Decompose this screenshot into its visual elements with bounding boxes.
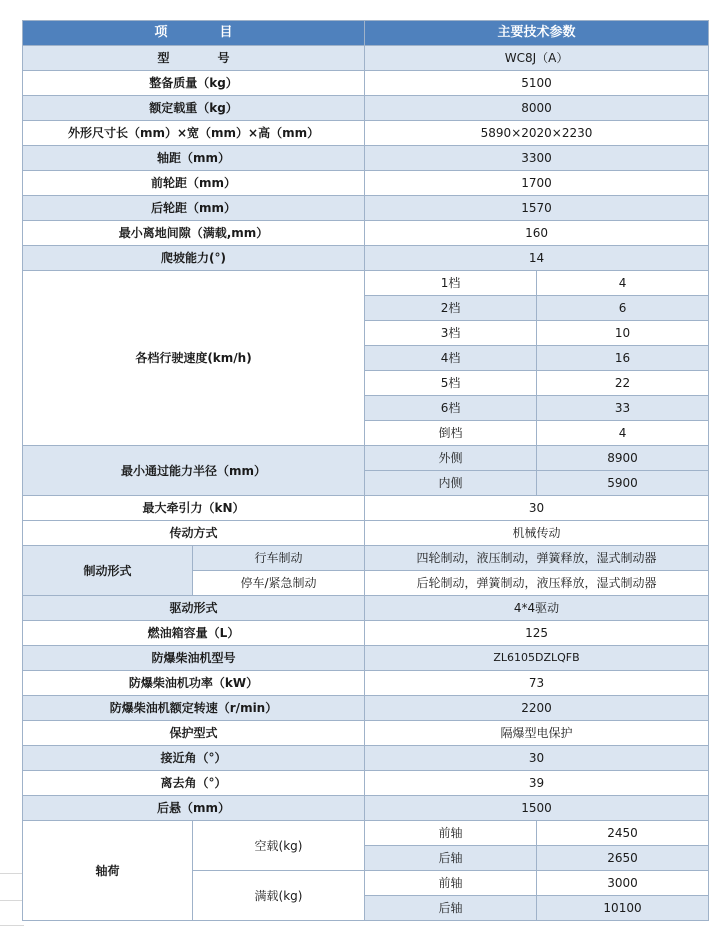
- gear-value: 33: [537, 396, 709, 421]
- table-row: [23, 621, 709, 646]
- table-row: [23, 221, 709, 246]
- row-label: 防爆柴油机功率（kW）: [23, 671, 365, 696]
- row-value: 1700: [365, 171, 709, 196]
- axle-rear-label: 后轴: [365, 896, 537, 921]
- row-value: 39: [365, 771, 709, 796]
- axle-rear-label: 后轴: [365, 846, 537, 871]
- axle-empty-label: 空载(kg): [193, 821, 365, 871]
- axle-full-front: 3000: [537, 871, 709, 896]
- brake-label: 制动形式: [23, 546, 193, 596]
- axle-full-rear: 10100: [537, 896, 709, 921]
- table-row: [23, 271, 709, 296]
- row-value: 30: [365, 496, 709, 521]
- row-label: 后轮距（mm）: [23, 196, 365, 221]
- table-row: [23, 246, 709, 271]
- table-row: [23, 196, 709, 221]
- table-row: [23, 821, 709, 846]
- gear-label: 6档: [365, 396, 537, 421]
- row-value: 2200: [365, 696, 709, 721]
- gear-value: 16: [537, 346, 709, 371]
- table-row: [23, 596, 709, 621]
- table-row: [23, 96, 709, 121]
- table-row: [23, 521, 709, 546]
- row-label: 防爆柴油机额定转速（r/min）: [23, 696, 365, 721]
- table-row: [23, 721, 709, 746]
- gear-value: 22: [537, 371, 709, 396]
- row-value: WC8J（A）: [365, 46, 709, 71]
- table-row: [23, 696, 709, 721]
- row-value: 1500: [365, 796, 709, 821]
- table-row: [23, 146, 709, 171]
- gear-label: 4档: [365, 346, 537, 371]
- turning-label: 最小通过能力半径（mm）: [23, 446, 365, 496]
- table-row: [23, 746, 709, 771]
- gear-value: 4: [537, 421, 709, 446]
- brake-parking-value: 后轮制动，弹簧制动，液压释放，湿式制动器: [365, 571, 709, 596]
- page-edge-lines: [0, 873, 24, 933]
- brake-service-value: 四轮制动，液压制动，弹簧释放，湿式制动器: [365, 546, 709, 571]
- spec-table: [22, 20, 709, 921]
- row-label: 传动方式: [23, 521, 365, 546]
- axle-front-label: 前轴: [365, 821, 537, 846]
- gear-value: 4: [537, 271, 709, 296]
- header-row: [23, 21, 709, 46]
- table-row: [23, 46, 709, 71]
- row-value: 1570: [365, 196, 709, 221]
- gear-label: 2档: [365, 296, 537, 321]
- row-label: 轴距（mm）: [23, 146, 365, 171]
- row-value: 8000: [365, 96, 709, 121]
- row-label: 爬坡能力(°): [23, 246, 365, 271]
- brake-parking-label: 停车/紧急制动: [193, 571, 365, 596]
- turning-inner-label: 内侧: [365, 471, 537, 496]
- axle-front-label: 前轴: [365, 871, 537, 896]
- table-row: [23, 646, 709, 671]
- row-label: 驱动形式: [23, 596, 365, 621]
- row-label: 型 号: [23, 46, 365, 71]
- axle-full-label: 满载(kg): [193, 871, 365, 921]
- row-value: 4*4驱动: [365, 596, 709, 621]
- row-value: 160: [365, 221, 709, 246]
- row-label: 外形尺寸长（mm）×宽（mm）×高（mm）: [23, 121, 365, 146]
- row-label: 燃油箱容量（L）: [23, 621, 365, 646]
- table-row: [23, 671, 709, 696]
- table-row: [23, 171, 709, 196]
- row-value: 3300: [365, 146, 709, 171]
- table-row: [23, 496, 709, 521]
- row-value: 30: [365, 746, 709, 771]
- row-label: 额定载重（kg）: [23, 96, 365, 121]
- row-value: 14: [365, 246, 709, 271]
- row-value: 5890×2020×2230: [365, 121, 709, 146]
- gear-label: 3档: [365, 321, 537, 346]
- table-row: [23, 121, 709, 146]
- row-value: 5100: [365, 71, 709, 96]
- row-label: 接近角（°）: [23, 746, 365, 771]
- row-label: 前轮距（mm）: [23, 171, 365, 196]
- table-row: [23, 446, 709, 471]
- axle-empty-front: 2450: [537, 821, 709, 846]
- row-value: 隔爆型电保护: [365, 721, 709, 746]
- turning-outer-value: 8900: [537, 446, 709, 471]
- gear-label: 5档: [365, 371, 537, 396]
- header-param: 主要技术参数: [365, 21, 709, 46]
- table-row: [23, 546, 709, 571]
- row-label: 离去角（°）: [23, 771, 365, 796]
- table-row: [23, 771, 709, 796]
- gear-value: 6: [537, 296, 709, 321]
- row-label: 最大牵引力（kN）: [23, 496, 365, 521]
- row-label: 后悬（mm）: [23, 796, 365, 821]
- axle-empty-rear: 2650: [537, 846, 709, 871]
- gear-label: 倒档: [365, 421, 537, 446]
- row-value: 125: [365, 621, 709, 646]
- gear-value: 10: [537, 321, 709, 346]
- row-label: 整备质量（kg）: [23, 71, 365, 96]
- turning-inner-value: 5900: [537, 471, 709, 496]
- table-row: [23, 796, 709, 821]
- row-value: 73: [365, 671, 709, 696]
- row-label: 最小离地间隙（满载,mm）: [23, 221, 365, 246]
- axle-label: 轴荷: [23, 821, 193, 921]
- row-label: 保护型式: [23, 721, 365, 746]
- brake-service-label: 行车制动: [193, 546, 365, 571]
- row-label: 防爆柴油机型号: [23, 646, 365, 671]
- speed-label: 各档行驶速度(km/h): [23, 271, 365, 446]
- row-value: ZL6105DZLQFB: [365, 646, 709, 671]
- turning-outer-label: 外侧: [365, 446, 537, 471]
- gear-label: 1档: [365, 271, 537, 296]
- table-row: [23, 71, 709, 96]
- row-value: 机械传动: [365, 521, 709, 546]
- header-item: 项 目: [23, 21, 365, 46]
